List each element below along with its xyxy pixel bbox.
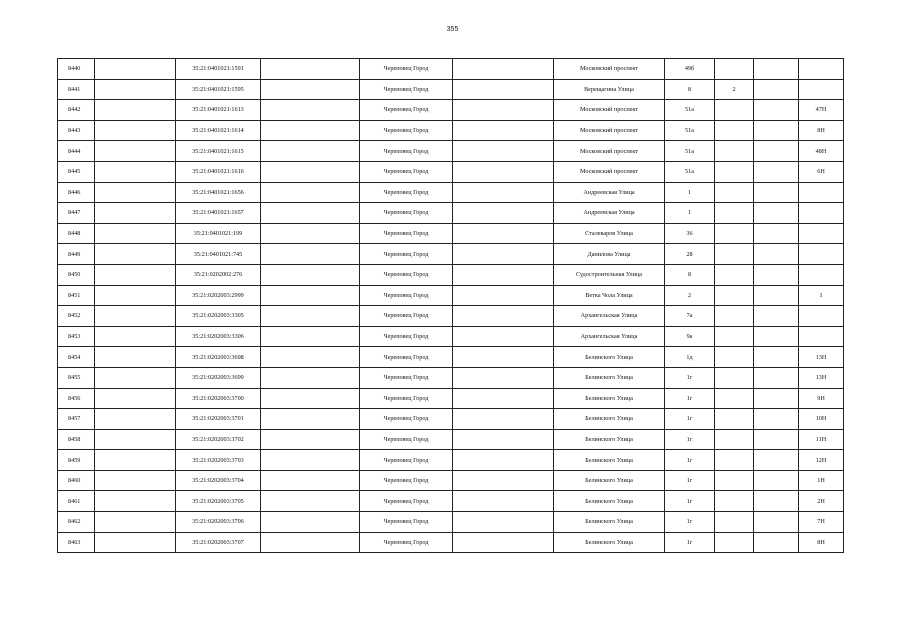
empty-cell [95,367,176,388]
house-number-cell: 1г [665,470,715,491]
empty-cell [261,450,360,471]
empty-cell [453,429,554,450]
building-cell [715,161,754,182]
table-row [58,264,844,285]
empty-cell [261,100,360,121]
building-cell [715,244,754,265]
empty-cell [453,161,554,182]
empty-cell [453,409,554,430]
empty-cell [453,347,554,368]
premises-cell: 47Н [799,100,844,121]
street-cell: Ветка Чола Улица [554,285,665,306]
premises-cell [799,59,844,80]
street-cell: Белинского Улица [554,450,665,471]
cadastral-number-cell: 35:21:0401021:1656 [176,182,261,203]
city-cell: Череповец Город [360,429,453,450]
house-number-cell: 1г [665,450,715,471]
building-cell: 2 [715,79,754,100]
city-cell: Череповец Город [360,59,453,80]
empty-cell [453,491,554,512]
street-cell: Белинского Улица [554,409,665,430]
empty-cell [95,244,176,265]
empty-cell [95,141,176,162]
premises-cell: 2Н [799,491,844,512]
empty-cell [95,264,176,285]
table-row [58,326,844,347]
structure-cell [754,182,799,203]
table-row [58,223,844,244]
empty-cell [261,388,360,409]
house-number-cell: 1г [665,409,715,430]
table-row [58,141,844,162]
city-cell: Череповец Город [360,120,453,141]
row-number-cell: 8457 [58,409,95,430]
house-number-cell: 1г [665,491,715,512]
empty-cell [453,450,554,471]
empty-cell [453,244,554,265]
empty-cell [261,203,360,224]
empty-cell [95,491,176,512]
empty-cell [261,182,360,203]
table-row [58,388,844,409]
city-cell: Череповец Город [360,161,453,182]
table-row [58,120,844,141]
house-number-cell: 51а [665,161,715,182]
structure-cell [754,347,799,368]
house-number-cell: 2 [665,285,715,306]
row-number-cell: 8460 [58,470,95,491]
building-cell [715,264,754,285]
empty-cell [453,532,554,553]
building-cell [715,203,754,224]
building-cell [715,285,754,306]
premises-cell: 12Н [799,450,844,471]
row-number-cell: 8459 [58,450,95,471]
row-number-cell: 8446 [58,182,95,203]
building-cell [715,429,754,450]
street-cell: Московский проспект [554,161,665,182]
street-cell: Белинского Улица [554,347,665,368]
empty-cell [261,326,360,347]
structure-cell [754,79,799,100]
building-cell [715,347,754,368]
building-cell [715,182,754,203]
empty-cell [453,512,554,533]
empty-cell [95,79,176,100]
city-cell: Череповец Город [360,347,453,368]
empty-cell [453,223,554,244]
empty-cell [261,223,360,244]
table-row [58,285,844,306]
premises-cell: 1 [799,285,844,306]
premises-cell: 9Н [799,388,844,409]
cadastral-number-cell: 35:21:0401021:1615 [176,141,261,162]
structure-cell [754,409,799,430]
building-cell [715,409,754,430]
row-number-cell: 8453 [58,326,95,347]
table-row [58,182,844,203]
structure-cell [754,285,799,306]
page-number: 355 [446,26,459,33]
structure-cell [754,141,799,162]
table-row [58,429,844,450]
cadastral-number-cell: 35:21:0401021:199 [176,223,261,244]
empty-cell [95,59,176,80]
street-cell: Московский проспект [554,59,665,80]
empty-cell [261,429,360,450]
city-cell: Череповец Город [360,470,453,491]
empty-cell [453,326,554,347]
street-cell: Сталеваров Улица [554,223,665,244]
premises-cell [799,326,844,347]
premises-cell [799,182,844,203]
house-number-cell: 1г [665,532,715,553]
empty-cell [453,388,554,409]
street-cell: Белинского Улица [554,470,665,491]
cadastral-number-cell: 35:21:0202003:3702 [176,429,261,450]
cadastral-number-cell: 35:21:0202002:276 [176,264,261,285]
house-number-cell: 1г [665,512,715,533]
row-number-cell: 8442 [58,100,95,121]
structure-cell [754,326,799,347]
table-row [58,347,844,368]
street-cell: Верещагина Улица [554,79,665,100]
empty-cell [95,203,176,224]
empty-cell [453,203,554,224]
street-cell: Судостроительная Улица [554,264,665,285]
house-number-cell: 8 [665,79,715,100]
house-number-cell: 51а [665,100,715,121]
street-cell: Московский проспект [554,141,665,162]
empty-cell [95,326,176,347]
structure-cell [754,429,799,450]
structure-cell [754,532,799,553]
empty-cell [261,141,360,162]
city-cell: Череповец Город [360,367,453,388]
premises-cell [799,244,844,265]
street-cell: Московский проспект [554,120,665,141]
city-cell: Череповец Город [360,244,453,265]
city-cell: Череповец Город [360,409,453,430]
cadastral-number-cell: 35:21:0202003:3706 [176,512,261,533]
table-row [58,244,844,265]
table-row [58,491,844,512]
cadastral-number-cell: 35:21:0401021:1614 [176,120,261,141]
row-number-cell: 8452 [58,306,95,327]
building-cell [715,367,754,388]
city-cell: Череповец Город [360,306,453,327]
building-cell [715,59,754,80]
building-cell [715,491,754,512]
city-cell: Череповец Город [360,203,453,224]
empty-cell [261,161,360,182]
row-number-cell: 8461 [58,491,95,512]
house-number-cell: 36 [665,223,715,244]
building-cell [715,141,754,162]
house-number-cell: 51а [665,120,715,141]
street-cell: Данилова Улица [554,244,665,265]
row-number-cell: 8449 [58,244,95,265]
empty-cell [261,512,360,533]
cadastral-number-cell: 35:21:0202003:3306 [176,326,261,347]
empty-cell [95,100,176,121]
empty-cell [95,120,176,141]
street-cell: Белинского Улица [554,367,665,388]
empty-cell [95,532,176,553]
city-cell: Череповец Город [360,388,453,409]
street-cell: Архангельская Улица [554,326,665,347]
premises-cell: 1Н [799,470,844,491]
cadastral-number-cell: 35:21:0202003:3701 [176,409,261,430]
city-cell: Череповец Город [360,450,453,471]
city-cell: Череповец Город [360,326,453,347]
house-number-cell: 1 [665,203,715,224]
premises-cell: 10Н [799,409,844,430]
structure-cell [754,367,799,388]
building-cell [715,450,754,471]
house-number-cell: 1 [665,182,715,203]
structure-cell [754,244,799,265]
empty-cell [95,161,176,182]
premises-cell [799,306,844,327]
city-cell: Череповец Город [360,264,453,285]
empty-cell [453,470,554,491]
empty-cell [95,470,176,491]
row-number-cell: 8458 [58,429,95,450]
house-number-cell: 1г [665,429,715,450]
empty-cell [261,367,360,388]
cadastral-number-cell: 35:21:0202003:3698 [176,347,261,368]
empty-cell [261,532,360,553]
city-cell: Череповец Город [360,141,453,162]
street-cell: Белинского Улица [554,491,665,512]
city-cell: Череповец Город [360,100,453,121]
city-cell: Череповец Город [360,512,453,533]
street-cell: Московский проспект [554,100,665,121]
row-number-cell: 8447 [58,203,95,224]
row-number-cell: 8443 [58,120,95,141]
cadastral-number-cell: 35:21:0202003:3305 [176,306,261,327]
premises-cell [799,79,844,100]
table-row [58,367,844,388]
empty-cell [261,59,360,80]
house-number-cell: 1г [665,367,715,388]
empty-cell [95,429,176,450]
empty-cell [95,306,176,327]
empty-cell [261,244,360,265]
street-cell: Белинского Улица [554,429,665,450]
structure-cell [754,100,799,121]
empty-cell [95,347,176,368]
empty-cell [261,306,360,327]
empty-cell [95,388,176,409]
structure-cell [754,161,799,182]
house-number-cell: 1г [665,388,715,409]
empty-cell [453,100,554,121]
structure-cell [754,491,799,512]
row-number-cell: 8451 [58,285,95,306]
table-row [58,203,844,224]
cadastral-number-cell: 35:21:0401021:1591 [176,59,261,80]
street-cell: Белинского Улица [554,388,665,409]
empty-cell [453,182,554,203]
table-row [58,79,844,100]
city-cell: Череповец Город [360,182,453,203]
empty-cell [261,264,360,285]
empty-cell [453,141,554,162]
empty-cell [261,491,360,512]
house-number-cell: 1д [665,347,715,368]
street-cell: Андреевская Улица [554,182,665,203]
table-row [58,306,844,327]
cadastral-number-cell: 35:21:0401021:1595 [176,79,261,100]
cadastral-number-cell: 35:21:0401021:1613 [176,100,261,121]
table-row [58,100,844,121]
house-number-cell: 28 [665,244,715,265]
empty-cell [261,79,360,100]
table-row [58,161,844,182]
building-cell [715,326,754,347]
empty-cell [95,409,176,430]
empty-cell [261,285,360,306]
house-number-cell: 49б [665,59,715,80]
empty-cell [95,512,176,533]
row-number-cell: 8454 [58,347,95,368]
city-cell: Череповец Город [360,532,453,553]
street-cell: Архангельская Улица [554,306,665,327]
structure-cell [754,203,799,224]
building-cell [715,120,754,141]
premises-cell [799,264,844,285]
cadastral-number-cell: 35:21:0401021:1657 [176,203,261,224]
empty-cell [261,120,360,141]
cadastral-number-cell: 35:21:0202003:3705 [176,491,261,512]
cadastral-number-cell: 35:21:0202003:2999 [176,285,261,306]
registry-body [58,59,844,553]
cadastral-number-cell: 35:21:0401021:1616 [176,161,261,182]
premises-cell: 11Н [799,429,844,450]
city-cell: Череповец Город [360,223,453,244]
table-row [58,409,844,430]
empty-cell [261,470,360,491]
empty-cell [453,285,554,306]
registry-table [57,58,844,553]
empty-cell [261,409,360,430]
row-number-cell: 8463 [58,532,95,553]
house-number-cell: 7а [665,306,715,327]
city-cell: Череповец Город [360,285,453,306]
table-row [58,59,844,80]
table-row [58,512,844,533]
premises-cell: 6Н [799,161,844,182]
empty-cell [453,120,554,141]
structure-cell [754,120,799,141]
street-cell: Белинского Улица [554,512,665,533]
cadastral-number-cell: 35:21:0401021:745 [176,244,261,265]
building-cell [715,512,754,533]
cadastral-number-cell: 35:21:0202003:3699 [176,367,261,388]
empty-cell [261,347,360,368]
row-number-cell: 8450 [58,264,95,285]
structure-cell [754,264,799,285]
table-row [58,470,844,491]
cadastral-number-cell: 35:21:0202003:3707 [176,532,261,553]
structure-cell [754,470,799,491]
premises-cell: 13Н [799,347,844,368]
row-number-cell: 8462 [58,512,95,533]
house-number-cell: 51а [665,141,715,162]
empty-cell [95,182,176,203]
building-cell [715,532,754,553]
premises-cell: 8Н [799,532,844,553]
empty-cell [95,223,176,244]
street-cell: Андреевская Улица [554,203,665,224]
cadastral-number-cell: 35:21:0202003:3704 [176,470,261,491]
structure-cell [754,450,799,471]
building-cell [715,100,754,121]
street-cell: Белинского Улица [554,532,665,553]
row-number-cell: 8440 [58,59,95,80]
empty-cell [453,79,554,100]
premises-cell: 13Н [799,367,844,388]
building-cell [715,388,754,409]
structure-cell [754,223,799,244]
row-number-cell: 8456 [58,388,95,409]
structure-cell [754,59,799,80]
cadastral-number-cell: 35:21:0202003:3703 [176,450,261,471]
row-number-cell: 8455 [58,367,95,388]
premises-cell [799,223,844,244]
building-cell [715,223,754,244]
empty-cell [95,285,176,306]
table-row [58,532,844,553]
city-cell: Череповец Город [360,79,453,100]
empty-cell [453,367,554,388]
structure-cell [754,512,799,533]
empty-cell [95,450,176,471]
premises-cell: 7Н [799,512,844,533]
structure-cell [754,388,799,409]
building-cell [715,306,754,327]
row-number-cell: 8445 [58,161,95,182]
house-number-cell: 8 [665,264,715,285]
premises-cell: 8Н [799,120,844,141]
empty-cell [453,264,554,285]
structure-cell [754,306,799,327]
empty-cell [453,306,554,327]
row-number-cell: 8444 [58,141,95,162]
row-number-cell: 8448 [58,223,95,244]
empty-cell [453,59,554,80]
premises-cell [799,203,844,224]
premises-cell: 48Н [799,141,844,162]
house-number-cell: 9а [665,326,715,347]
table-row [58,450,844,471]
building-cell [715,470,754,491]
row-number-cell: 8441 [58,79,95,100]
city-cell: Череповец Город [360,491,453,512]
cadastral-number-cell: 35:21:0202003:3700 [176,388,261,409]
